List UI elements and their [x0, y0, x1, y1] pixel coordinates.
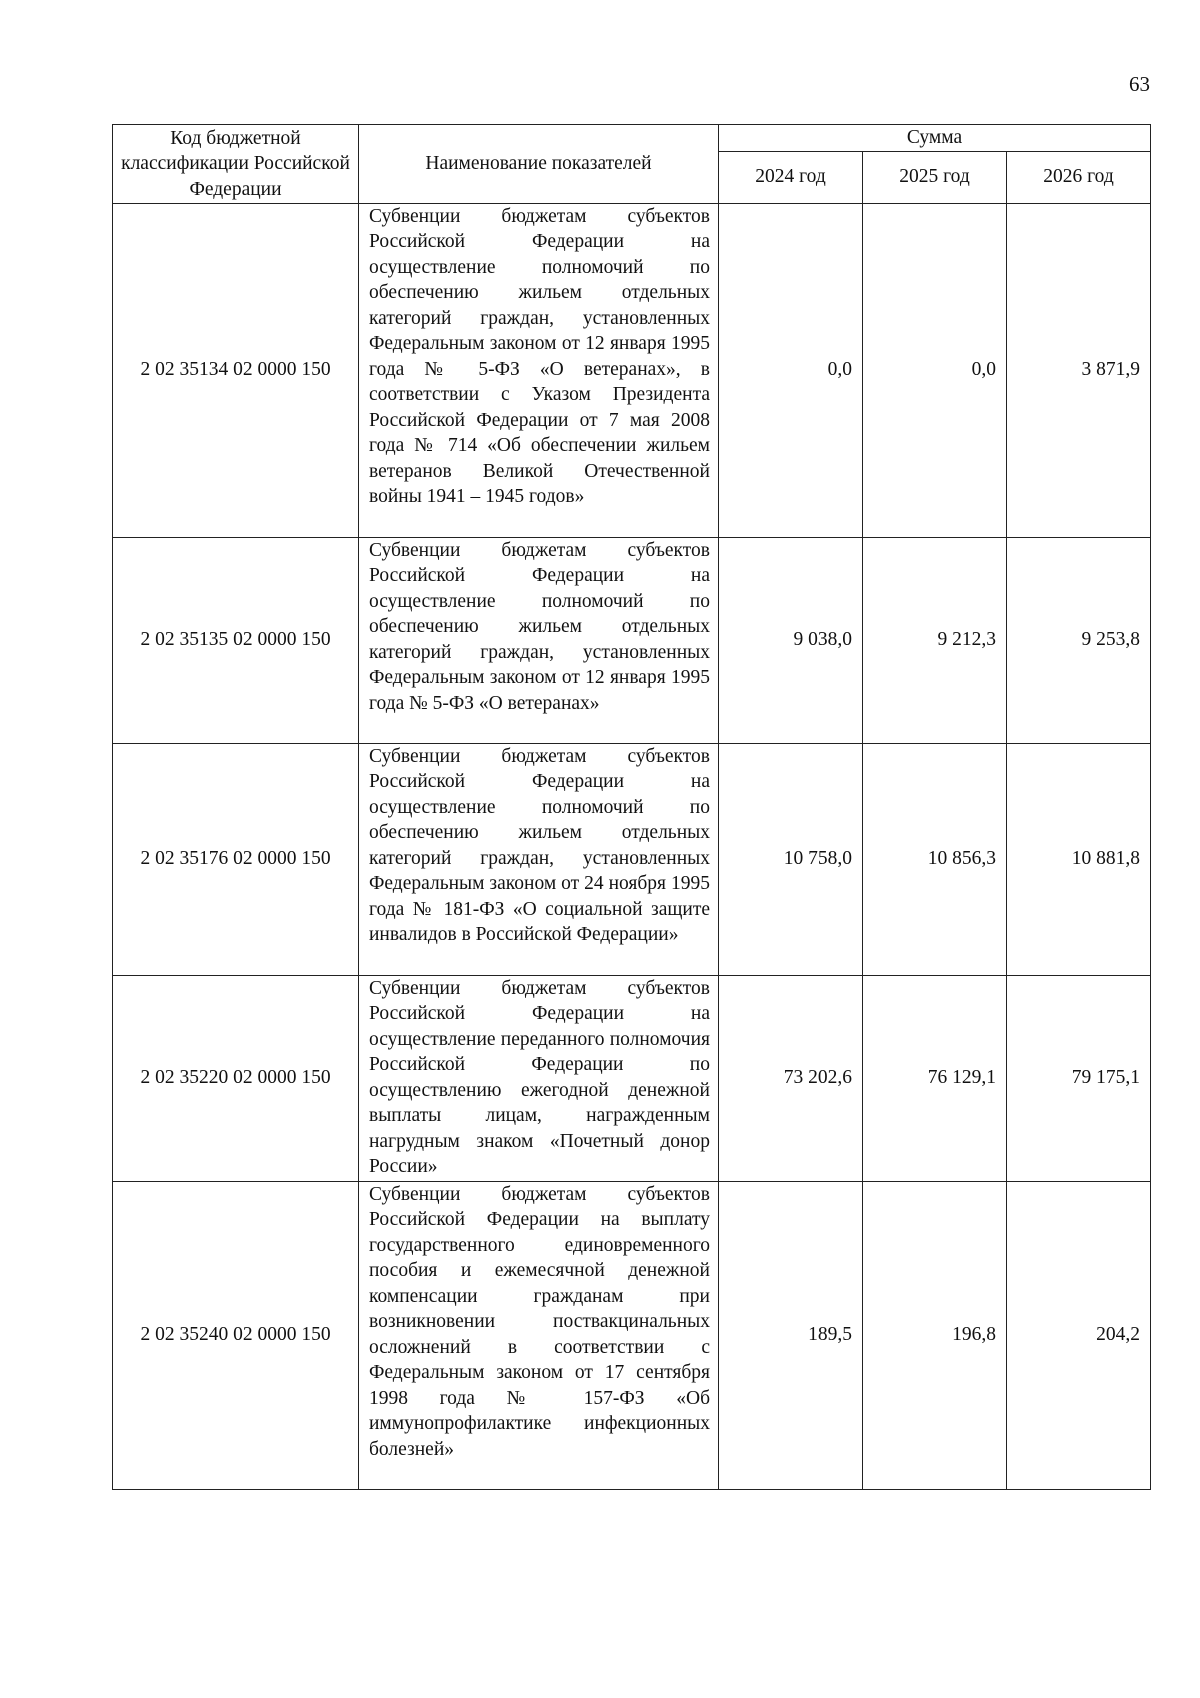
header-year-2024: 2024 год	[719, 151, 863, 203]
table-row	[113, 975, 1151, 1181]
amount-2026-cell: 3 871,9	[1007, 203, 1151, 537]
amount-2024-cell: 73 202,6	[719, 975, 863, 1181]
budget-code-cell: 2 02 35135 02 0000 150	[113, 537, 359, 743]
indicator-name-cell: Субвенции бюджетам субъектов Российской Федерации на осуществление полномочий по обеспечению жильем отдельных категорий граждан, установленных Федеральным законом от 12 января 1995 года № 5-ФЗ «О ветеранах»	[359, 537, 719, 743]
budget-code-cell: 2 02 35176 02 0000 150	[113, 743, 359, 975]
indicator-name-cell: Субвенции бюджетам субъектов Российской Федерации на осуществление полномочий по обеспечению жильем отдельных категорий граждан, установленных Федеральным законом от 24 ноября 1995 года № 181-ФЗ «О социальной защите инвалидов в Российской Федерации»	[359, 743, 719, 975]
header-year-2026: 2026 год	[1007, 151, 1151, 203]
page-number: 63	[1129, 72, 1150, 96]
amount-2026-cell: 9 253,8	[1007, 537, 1151, 743]
amount-2026-cell: 79 175,1	[1007, 975, 1151, 1181]
table-header	[113, 125, 1151, 204]
amount-2026-cell: 204,2	[1007, 1181, 1151, 1489]
table-row	[113, 1181, 1151, 1489]
budget-code-cell: 2 02 35220 02 0000 150	[113, 975, 359, 1181]
amount-2024-cell: 189,5	[719, 1181, 863, 1489]
table-row	[113, 203, 1151, 537]
budget-code-cell: 2 02 35240 02 0000 150	[113, 1181, 359, 1489]
amount-2025-cell: 0,0	[863, 203, 1007, 537]
table-row	[113, 743, 1151, 975]
budget-table	[112, 124, 1151, 1490]
amount-2024-cell: 9 038,0	[719, 537, 863, 743]
indicator-name-cell: Субвенции бюджетам субъектов Российской Федерации на осуществление переданного полномочия Российской Федерации по осуществлению ежегодной денежной выплаты лицам, награжденным нагрудным знаком «Почетный донор России»	[359, 975, 719, 1181]
table-row	[113, 537, 1151, 743]
amount-2025-cell: 196,8	[863, 1181, 1007, 1489]
amount-2025-cell: 9 212,3	[863, 537, 1007, 743]
header-code: Код бюджетной классификации Российской Федерации	[113, 125, 359, 204]
header-name: Наименование показателей	[359, 125, 719, 204]
header-year-2025: 2025 год	[863, 151, 1007, 203]
amount-2026-cell: 10 881,8	[1007, 743, 1151, 975]
header-sum: Сумма	[719, 125, 1151, 152]
indicator-name-cell: Субвенции бюджетам субъектов Российской Федерации на осуществление полномочий по обеспечению жильем отдельных категорий граждан, установленных Федеральным законом от 12 января 1995 года № 5-ФЗ «О ветеранах», в соответствии с Указом Президента Российской Федерации от 7 мая 2008 года № 714 «Об обеспечении жильем ветеранов Великой Отечественной войны 1941 – 1945 годов»	[359, 203, 719, 537]
amount-2024-cell: 0,0	[719, 203, 863, 537]
budget-code-cell: 2 02 35134 02 0000 150	[113, 203, 359, 537]
amount-2025-cell: 10 856,3	[863, 743, 1007, 975]
indicator-name-cell: Субвенции бюджетам субъектов Российской Федерации на выплату государственного единовременного пособия и ежемесячной денежной компенсации гражданам при возникновении поствакцинальных осложнений в соответствии с Федеральным законом от 17 сентября 1998 года № 157-ФЗ «Об иммунопрофилактике инфекционных болезней»	[359, 1181, 719, 1489]
amount-2024-cell: 10 758,0	[719, 743, 863, 975]
amount-2025-cell: 76 129,1	[863, 975, 1007, 1181]
